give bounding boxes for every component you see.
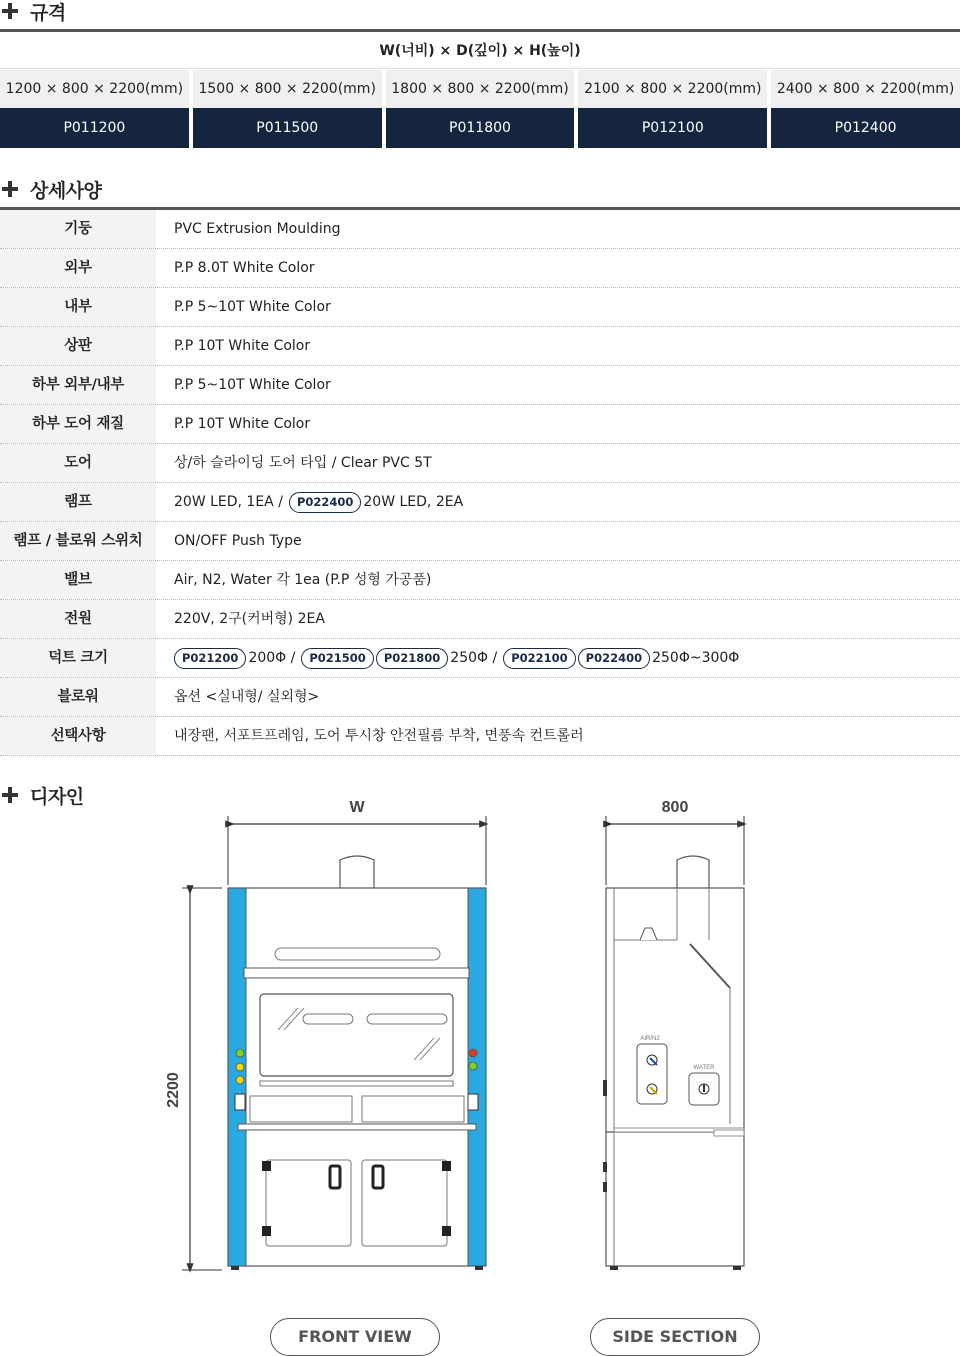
details-section-title: 상세사양: [30, 179, 102, 202]
door-handle: [330, 1166, 340, 1188]
width-dimension-label: W: [349, 799, 365, 816]
spec-section-title: 규격: [30, 1, 66, 24]
right-pillar: [468, 888, 486, 1266]
table-row: [0, 639, 960, 678]
lamp-value-a: 20W LED, 1EA /: [174, 494, 283, 510]
front-view-drawing: [165, 799, 486, 1270]
valve-label-air-n2: AIR/N2: [640, 1036, 660, 1042]
row-value: P.P 5~10T White Color: [174, 377, 331, 393]
model-code-cell: P012400: [771, 108, 960, 148]
row-value: 옵션 <실내형/ 실외형>: [174, 689, 320, 705]
door-handle: [373, 1166, 383, 1188]
led-red-indicator: [469, 1049, 477, 1057]
side-section-drawing: [603, 799, 744, 1270]
table-row: [0, 288, 960, 327]
row-label: 램프 / 블로워 스위치: [0, 522, 156, 560]
spec-divider: [0, 29, 960, 32]
row-label: 기둥: [0, 210, 156, 248]
size-cell: 2400 × 800 × 2200(mm): [771, 70, 960, 108]
plus-icon: [0, 1, 20, 21]
table-row: [0, 366, 960, 405]
table-row: [0, 678, 960, 717]
table-row: [0, 717, 960, 756]
front-view-button[interactable]: FRONT VIEW: [270, 1318, 440, 1356]
led-green-indicator: [469, 1062, 477, 1070]
table-row: [0, 483, 960, 522]
row-value: 내장팬, 서포트프레임, 도어 투시창 안전필름 부착, 면풍속 컨트롤러: [174, 728, 584, 744]
details-table: [0, 210, 960, 756]
row-label: 블로워: [0, 678, 156, 716]
height-dimension-label: 2200: [165, 1072, 182, 1108]
row-label: 전원: [0, 600, 156, 638]
row-label: 하부 도어 재질: [0, 405, 156, 443]
row-value: [156, 483, 960, 521]
row-label: 덕트 크기: [0, 639, 156, 677]
size-cell: 1800 × 800 × 2200(mm): [386, 70, 575, 108]
plus-icon: [0, 179, 20, 199]
row-value: Air, N2, Water 각 1ea (P.P 성형 가공품): [174, 572, 432, 588]
led-yellow-indicator: [236, 1063, 244, 1071]
duct-size-text: 250Φ~300Φ: [652, 650, 740, 666]
model-pill: P021500: [301, 648, 373, 669]
row-label: 내부: [0, 288, 156, 326]
row-label: 선택사항: [0, 717, 156, 755]
row-label: 외부: [0, 249, 156, 287]
side-section-button[interactable]: SIDE SECTION: [590, 1318, 760, 1356]
model-pill: P021800: [376, 648, 448, 669]
row-value: 상/하 슬라이딩 도어 타입 / Clear PVC 5T: [174, 455, 432, 471]
row-value: P.P 10T White Color: [174, 416, 311, 432]
size-cell: 1500 × 800 × 2200(mm): [193, 70, 382, 108]
row-label: 도어: [0, 444, 156, 482]
model-code-cell: P012100: [578, 108, 767, 148]
row-label: 램프: [0, 483, 156, 521]
sash-window: [260, 994, 453, 1076]
duct-size-text: 200Φ /: [248, 650, 296, 666]
row-label: 상판: [0, 327, 156, 365]
model-code-cell: P011500: [193, 108, 382, 148]
size-row: [0, 70, 960, 108]
row-value: P.P 10T White Color: [174, 338, 311, 354]
model-pill: P022100: [503, 648, 575, 669]
dimensions-header: W(너비) × D(깊이) × H(높이): [0, 33, 960, 69]
model-code-cell: P011200: [0, 108, 189, 148]
duct-size-text: 250Φ /: [450, 650, 498, 666]
table-row: [0, 600, 960, 639]
model-pill: P022400: [578, 648, 650, 669]
row-label: 하부 외부/내부: [0, 366, 156, 404]
design-section-title: 디자인: [30, 785, 84, 808]
led-yellow-indicator: [236, 1076, 244, 1084]
table-row: [0, 561, 960, 600]
table-row: [0, 210, 960, 249]
row-value: P.P 8.0T White Color: [174, 260, 315, 276]
size-cell: 2100 × 800 × 2200(mm): [578, 70, 767, 108]
row-label: 밸브: [0, 561, 156, 599]
model-pill: P021200: [174, 648, 246, 669]
row-value: 220V, 2구(커버형) 2EA: [174, 611, 325, 627]
model-code-row: [0, 108, 960, 148]
led-green-indicator: [236, 1049, 244, 1057]
row-value: PVC Extrusion Moulding: [174, 221, 341, 237]
table-row: [0, 327, 960, 366]
details-section-header: [0, 176, 101, 202]
lamp-value-b: 20W LED, 2EA: [363, 494, 464, 510]
table-row: [0, 405, 960, 444]
valve-panel-air-n2: [637, 1044, 667, 1104]
model-code-cell: P011800: [386, 108, 575, 148]
table-row: [0, 522, 960, 561]
row-value: ON/OFF Push Type: [174, 533, 302, 549]
design-drawing: [0, 780, 960, 1310]
row-value: P.P 5~10T White Color: [174, 299, 331, 315]
table-row: [0, 444, 960, 483]
spec-section-header: [0, 0, 66, 24]
depth-dimension-label: 800: [661, 799, 689, 816]
model-pill: P022400: [289, 492, 361, 513]
valve-label-water: WATER: [693, 1065, 715, 1071]
row-value: [156, 639, 960, 677]
table-row: [0, 249, 960, 288]
size-cell: 1200 × 800 × 2200(mm): [0, 70, 189, 108]
